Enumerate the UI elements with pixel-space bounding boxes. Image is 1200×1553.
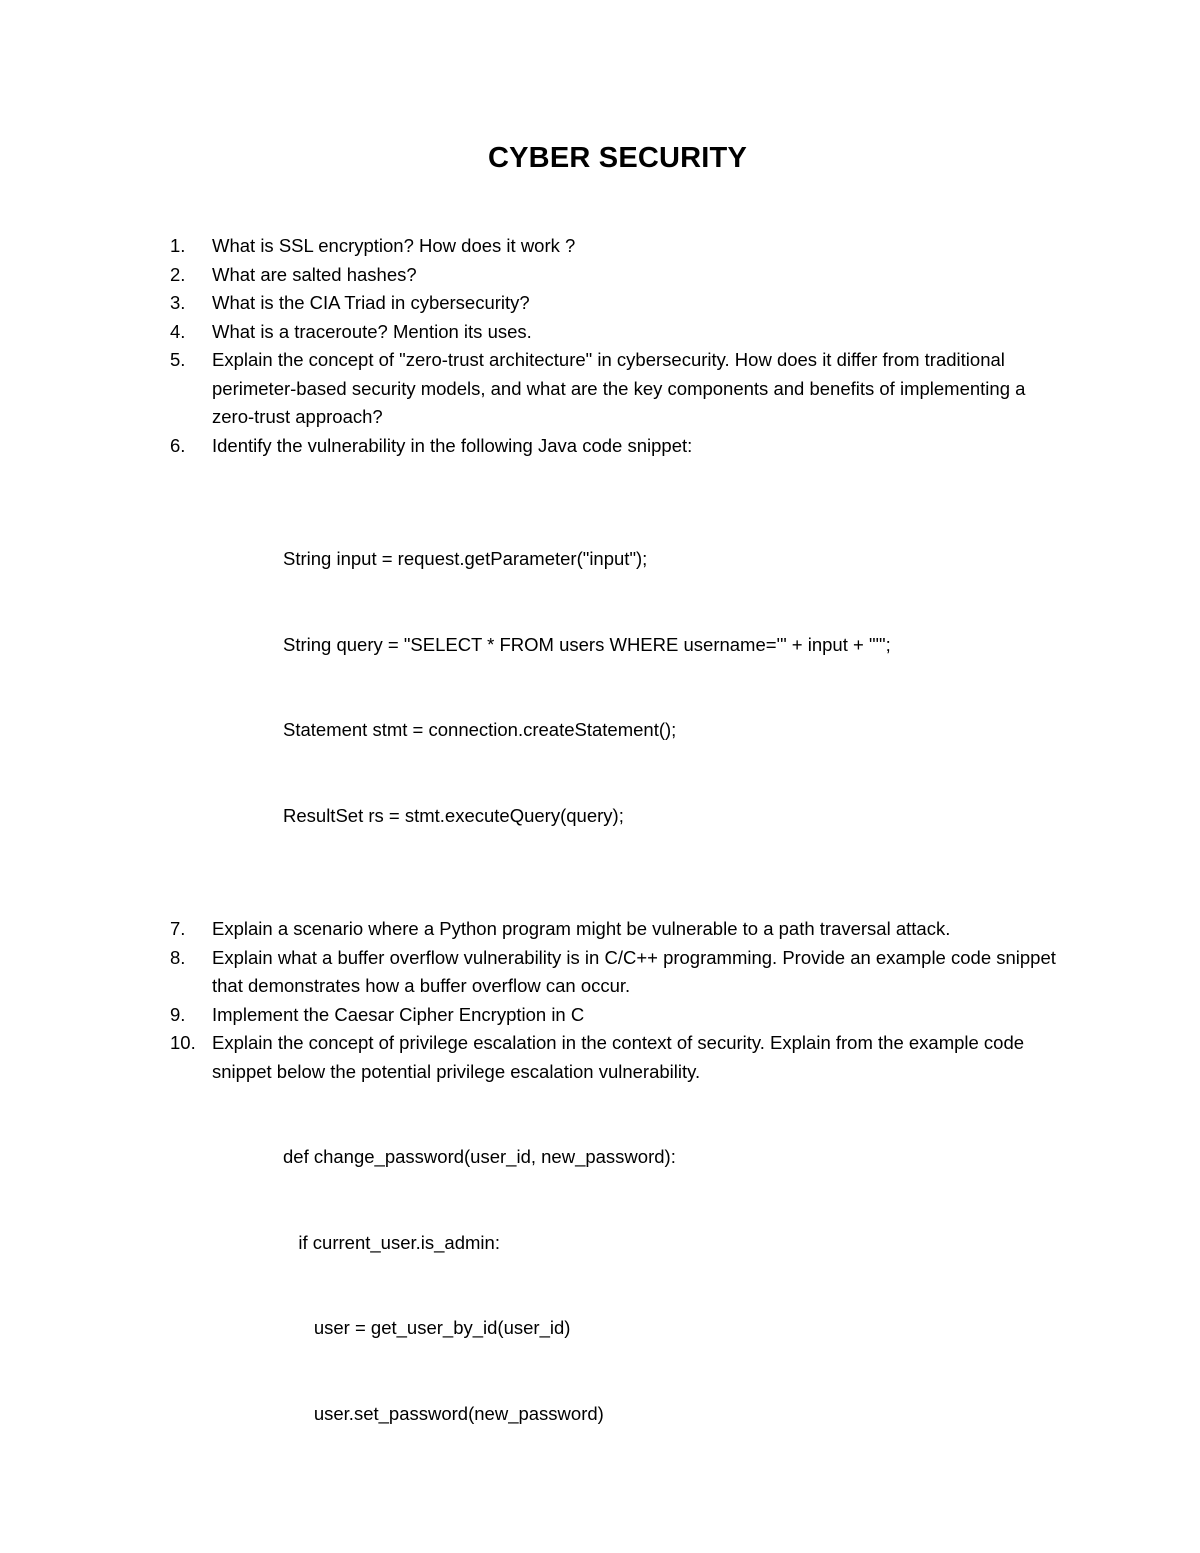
question-text: What is a traceroute? Mention its uses. — [212, 320, 532, 342]
question-text: Explain what a buffer overflow vulnerability is in C/C++ programming. Provide an example code snippet that demonstrates how a buffer overflow can occur. — [212, 946, 1056, 996]
question-item-5 — [170, 346, 1060, 432]
question-item-9 — [170, 1001, 1060, 1030]
question-number: 6. — [170, 434, 186, 456]
question-item-3 — [170, 289, 1060, 318]
question-number: 1. — [170, 235, 186, 256]
question-body — [212, 432, 1060, 916]
question-list — [170, 232, 1060, 1485]
code-line: String query = "SELECT * FROM users WHERE username='" + input + "'"; — [283, 633, 891, 655]
question-number: 2. — [170, 263, 186, 285]
question-item-10 — [170, 1029, 1060, 1485]
question-text: Explain the concept of "zero-trust architecture" in cybersecurity. How does it differ from traditional perimeter-based security models, and what are the key components and benefits of implementing a zero-trust approach? — [212, 349, 1026, 427]
question-text: What are salted hashes? — [212, 263, 417, 285]
question-text: Implement the Caesar Cipher Encryption in C — [212, 1003, 585, 1025]
code-line: user = get_user_by_id(user_id) — [283, 1317, 571, 1338]
code-line: String input = request.getParameter("input"); — [283, 548, 648, 569]
document-title: CYBER SECURITY — [488, 142, 747, 174]
question-number: 5. — [170, 349, 186, 370]
question-text: Identify the vulnerability in the following Java code snippet: — [212, 434, 693, 456]
question-number: 10. — [170, 1032, 196, 1053]
question-item-4 — [170, 318, 1060, 347]
code-line: def change_password(user_id, new_password): — [283, 1146, 676, 1167]
java-code-snippet — [212, 488, 1060, 887]
code-line: ResultSet rs = stmt.executeQuery(query); — [283, 804, 624, 826]
question-text: Explain a scenario where a Python program might be vulnerable to a path traversal attack. — [212, 918, 951, 939]
question-item-8 — [170, 944, 1060, 1001]
question-text: Explain the concept of privilege escalation in the context of security. Explain from the example code snippet below the potential privilege escalation vulnerability. — [212, 1032, 1025, 1082]
question-item-1 — [170, 232, 1060, 261]
question-number: 9. — [170, 1003, 186, 1025]
question-text: What is SSL encryption? How does it work ? — [212, 235, 576, 256]
question-item-7 — [170, 915, 1060, 944]
code-line: Statement stmt = connection.createStatement(); — [283, 719, 677, 740]
code-line: if current_user.is_admin: — [283, 1231, 500, 1253]
question-body — [212, 1029, 1060, 1485]
code-line: user.set_password(new_password) — [283, 1402, 604, 1424]
question-text: What is the CIA Triad in cybersecurity? — [212, 292, 530, 313]
question-item-2 — [170, 261, 1060, 290]
python-code-snippet — [212, 1086, 1060, 1485]
question-number: 4. — [170, 320, 186, 342]
question-number: 8. — [170, 946, 186, 968]
question-number: 7. — [170, 918, 186, 939]
question-number: 3. — [170, 292, 186, 313]
question-item-6 — [170, 432, 1060, 916]
